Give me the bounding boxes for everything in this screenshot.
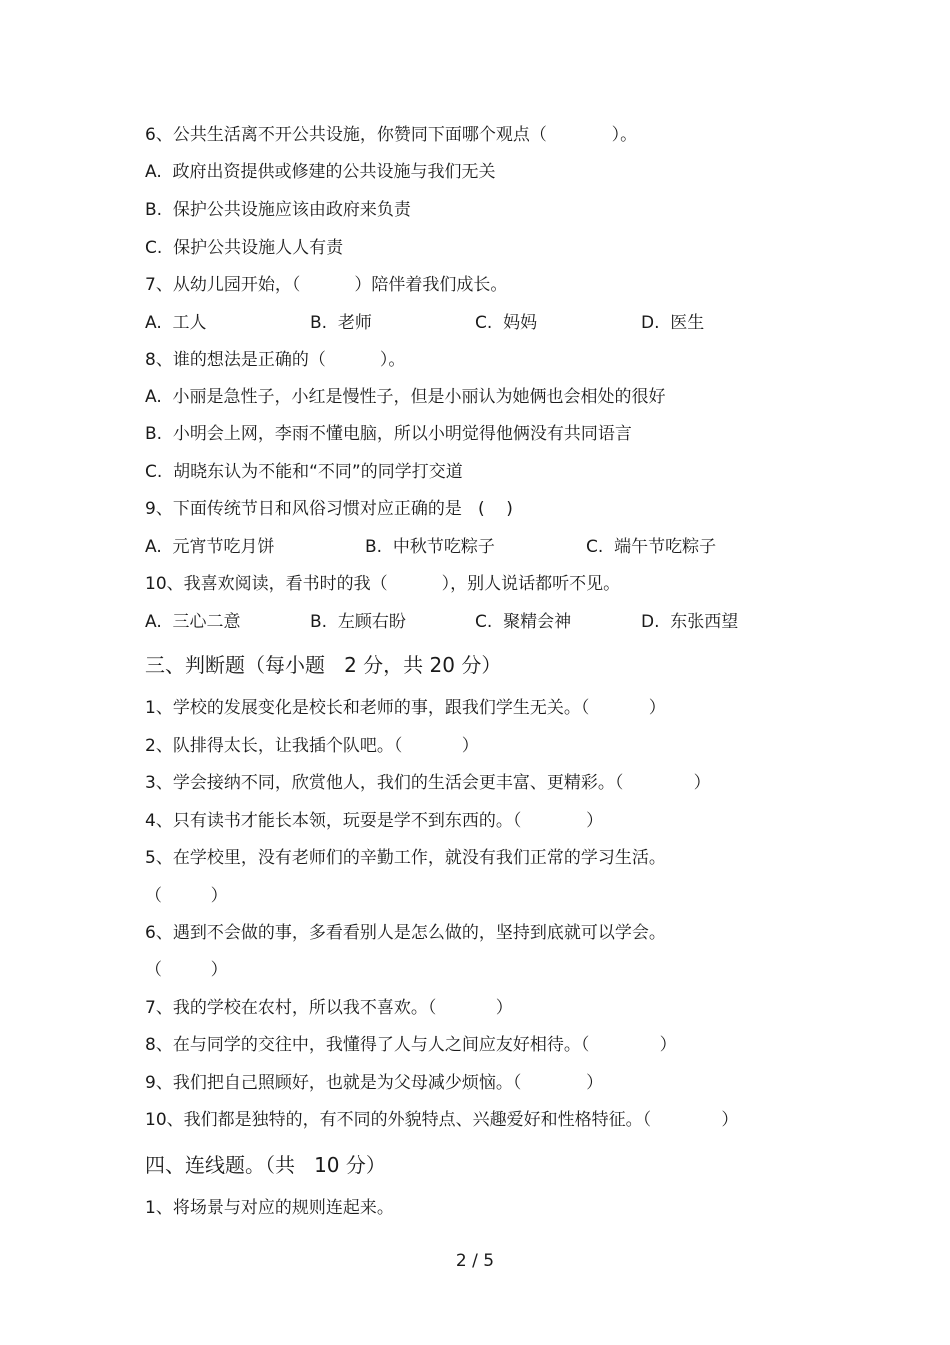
- question-6-option-c: C. 保护公共设施人人有责: [145, 238, 344, 258]
- judgment-item-3: 3、学会接纳不同，欣赏他人，我们的生活会更丰富、更精彩。（ ）: [145, 773, 711, 793]
- matching-item-1: 1、将场景与对应的规则连起来。: [145, 1198, 394, 1218]
- question-6-option-b: B. 保护公共设施应该由政府来负责: [145, 200, 411, 220]
- judgment-item-2: 2、队排得太长，让我插个队吧。（ ）: [145, 736, 479, 756]
- question-9-option-b: B. 中秋节吃粽子: [365, 537, 495, 557]
- section-4-heading: 四、连线题。（共 10 分）: [145, 1153, 386, 1177]
- question-7-option-d: D. 医生: [641, 313, 705, 333]
- question-7-option-c: C. 妈妈: [475, 313, 538, 333]
- judgment-item-9: 9、我们把自己照顾好，也就是为父母减少烦恼。（ ）: [145, 1073, 604, 1093]
- judgment-item-5-answer: （ ）: [145, 886, 228, 906]
- section-3-heading: 三、判断题（每小题 2 分，共 20 分）: [145, 653, 502, 677]
- judgment-item-1: 1、学校的发展变化是校长和老师的事，跟我们学生无关。（ ）: [145, 698, 666, 718]
- question-8-option-b: B. 小明会上网，李雨不懂电脑，所以小明觉得他俩没有共同语言: [145, 424, 632, 444]
- page-number: 2 / 5: [455, 1251, 495, 1271]
- question-8-stem: 8、谁的想法是正确的（ ）。: [145, 350, 406, 370]
- question-7-option-b: B. 老师: [310, 313, 372, 333]
- question-10-option-a: A. 三心二意: [145, 612, 241, 632]
- judgment-item-6: 6、遇到不会做的事，多看看别人是怎么做的，坚持到底就可以学会。: [145, 923, 666, 943]
- question-8-option-a: A. 小丽是急性子，小红是慢性子，但是小丽认为她俩也会相处的很好: [145, 387, 666, 407]
- judgment-item-6-answer: （ ）: [145, 960, 228, 980]
- question-7-stem: 7、从幼儿园开始，（ ）陪伴着我们成长。: [145, 275, 508, 295]
- judgment-item-10: 10、我们都是独特的，有不同的外貌特点、兴趣爱好和性格特征。（ ）: [145, 1110, 739, 1130]
- question-8-option-c: C. 胡晓东认为不能和“不同”的同学打交道: [145, 462, 463, 482]
- question-9-option-c: C. 端午节吃粽子: [586, 537, 717, 557]
- question-7-option-a: A. 工人: [145, 313, 207, 333]
- question-6-stem: 6、公共生活离不开公共设施，你赞同下面哪个观点（ ）。: [145, 125, 638, 145]
- judgment-item-8: 8、在与同学的交往中，我懂得了人与人之间应友好相待。（ ）: [145, 1035, 677, 1055]
- question-9-stem: 9、下面传统节日和风俗习惯对应正确的是 ( ): [145, 499, 513, 519]
- question-10-stem: 10、我喜欢阅读，看书时的我（ ），别人说话都听不见。: [145, 574, 621, 594]
- question-10-option-c: C. 聚精会神: [475, 612, 572, 632]
- question-10-option-b: B. 左顾右盼: [310, 612, 406, 632]
- question-10-option-d: D. 东张西望: [641, 612, 739, 632]
- question-9-option-a: A. 元宵节吃月饼: [145, 537, 275, 557]
- judgment-item-5: 5、在学校里，没有老师们的辛勤工作，就没有我们正常的学习生活。: [145, 848, 666, 868]
- judgment-item-4: 4、只有读书才能长本领，玩耍是学不到东西的。（ ）: [145, 811, 604, 831]
- question-6-option-a: A. 政府出资提供或修建的公共设施与我们无关: [145, 162, 496, 182]
- judgment-item-7: 7、我的学校在农村，所以我不喜欢。（ ）: [145, 998, 513, 1018]
